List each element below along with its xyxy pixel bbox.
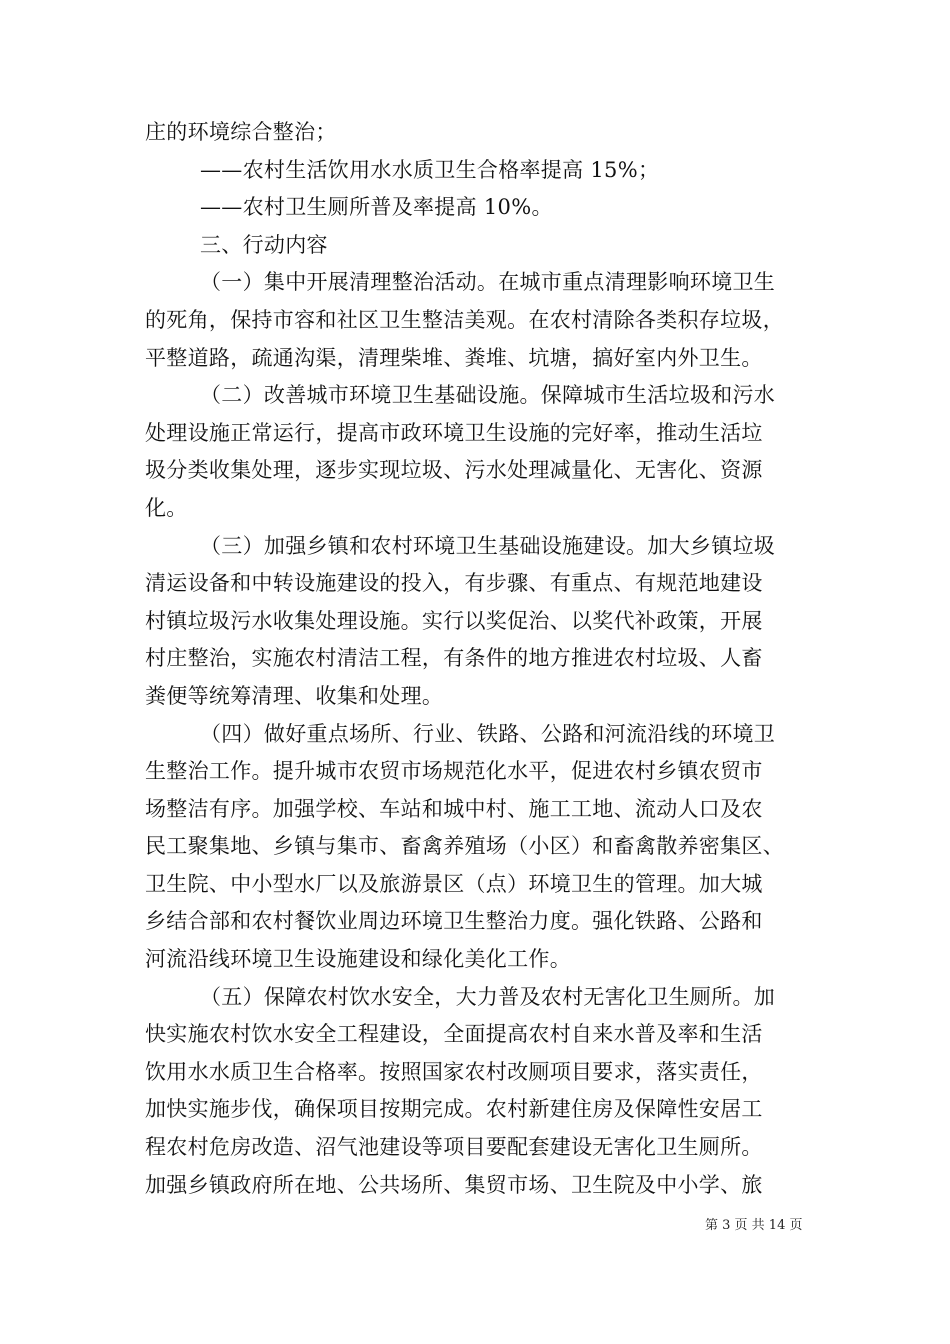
text-line: 村镇垃圾污水收集处理设施。实行以奖促治、以奖代补政策，开展	[145, 608, 763, 633]
text-line: 民工聚集地、乡镇与集市、畜禽养殖场（小区）和畜禽散养密集区、	[145, 834, 784, 859]
text-line: （三）加强乡镇和农村环境卫生基础设施建设。加大乡镇垃圾	[200, 533, 776, 558]
text-line: 快实施农村饮水安全工程建设，全面提高农村自来水普及率和生活	[145, 1022, 763, 1047]
text-line: ——农村生活饮用水水质卫生合格率提高 15%；	[200, 157, 660, 182]
page-number-footer: 第 3 页 共 14 页	[705, 1218, 803, 1233]
text-line: （二）改善城市环境卫生基础设施。保障城市生活垃圾和污水	[200, 383, 776, 408]
text-line: （四）做好重点场所、行业、铁路、公路和河流沿线的环境卫	[200, 721, 776, 746]
text-line: 卫生院、中小型水厂以及旅游景区（点）环境卫生的管理。加大城	[145, 871, 763, 896]
text-line: 圾分类收集处理，逐步实现垃圾、污水处理减量化、无害化、资源	[145, 458, 763, 483]
text-line: 庄的环境综合整治；	[145, 120, 337, 144]
text-line: （一）集中开展清理整治活动。在城市重点清理影响环境卫生	[200, 270, 776, 295]
text-line: 三、行动内容	[200, 232, 328, 257]
text-line: 加强乡镇政府所在地、公共场所、集贸市场、卫生院及中小学、旅	[145, 1172, 763, 1197]
text-line: 清运设备和中转设施建设的投入，有步骤、有重点、有规范地建设	[145, 571, 763, 596]
text-line: 程农村危房改造、沼气池建设等项目要配套建设无害化卫生厕所。	[145, 1135, 763, 1160]
text-line: 乡结合部和农村餐饮业周边环境卫生整治力度。强化铁路、公路和	[145, 909, 763, 934]
text-line: （五）保障农村饮水安全，大力普及农村无害化卫生厕所。加	[200, 984, 776, 1009]
text-line: 村庄整治，实施农村清洁工程，有条件的地方推进农村垃圾、人畜	[145, 646, 763, 671]
document-body	[145, 114, 810, 1204]
text-line: ——农村卫生厕所普及率提高 10%。	[200, 195, 553, 220]
text-line: 加快实施步伐，确保项目按期完成。农村新建住房及保障性安居工	[145, 1097, 763, 1122]
text-line: 平整道路，疏通沟渠，清理柴堆、粪堆、坑塘，搞好室内外卫生。	[145, 345, 763, 370]
text-line: 饮用水水质卫生合格率。按照国家农村改厕项目要求，落实责任，	[145, 1059, 763, 1084]
text-line: 化。	[145, 495, 188, 520]
text-line: 粪便等统筹清理、收集和处理。	[145, 683, 444, 708]
text-line: 生整治工作。提升城市农贸市场规范化水平，促进农村乡镇农贸市	[145, 759, 763, 784]
text-line: 河流沿线环境卫生设施建设和绿化美化工作。	[145, 947, 571, 972]
text-line: 处理设施正常运行，提高市政环境卫生设施的完好率，推动生活垃	[145, 420, 763, 445]
text-line: 的死角，保持市容和社区卫生整洁美观。在农村清除各类积存垃圾，	[145, 307, 784, 332]
text-line: 场整洁有序。加强学校、车站和城中村、施工工地、流动人口及农	[145, 796, 763, 821]
